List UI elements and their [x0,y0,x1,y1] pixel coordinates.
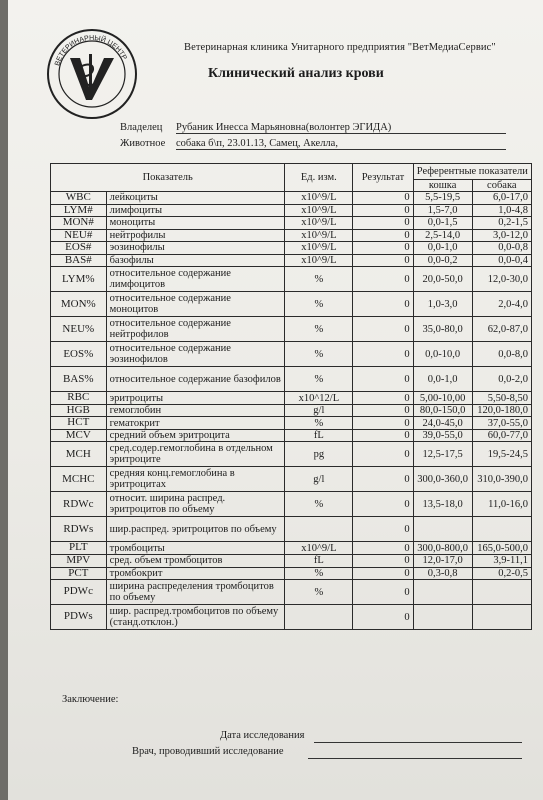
row-unit: x10^9/L [285,229,353,242]
row-ref-cat: 0,0-1,0 [413,367,472,392]
row-name: эозинофилы [106,242,285,255]
row-code: MPV [51,555,107,568]
row-ref-dog: 310,0-390,0 [472,467,531,492]
row-ref-cat: 1,5-7,0 [413,204,472,217]
row-code: PDWs [51,605,107,630]
row-result: 0 [353,204,413,217]
row-name: относит. ширина распред. эритроцитов по объему [106,492,285,517]
row-result: 0 [353,542,413,555]
row-ref-dog: 3,0-12,0 [472,229,531,242]
row-unit: % [285,317,353,342]
row-ref-dog: 60,0-77,0 [472,429,531,442]
row-result: 0 [353,442,413,467]
table-row [51,267,532,292]
row-result: 0 [353,555,413,568]
row-name: тромбоциты [106,542,285,555]
row-ref-cat [413,580,472,605]
row-code: LYM% [51,267,107,292]
row-ref-dog: 0,0-8,0 [472,342,531,367]
row-result: 0 [353,342,413,367]
indicator-header: Показатель [51,164,285,192]
row-name: гематокрит [106,417,285,430]
row-ref-cat: 1,0-3,0 [413,292,472,317]
row-unit: % [285,342,353,367]
row-unit: % [285,267,353,292]
table-row [51,204,532,217]
row-ref-dog: 1,0-4,8 [472,204,531,217]
row-code: PDWc [51,580,107,605]
row-result: 0 [353,242,413,255]
table-row [51,442,532,467]
table-row [51,555,532,568]
row-ref-cat: 39,0-55,0 [413,429,472,442]
row-ref-cat: 12,5-17,5 [413,442,472,467]
row-ref-cat [413,517,472,542]
row-ref-dog [472,517,531,542]
table-row [51,404,532,417]
row-code: MCHC [51,467,107,492]
row-name: ширина распределения тромбоцитов по объему [106,580,285,605]
row-ref-cat: 300,0-360,0 [413,467,472,492]
row-unit: fL [285,555,353,568]
row-name: средняя конц.гемоглобина в эритроцитах [106,467,285,492]
row-code: MON# [51,217,107,230]
table-row [51,342,532,367]
row-result: 0 [353,605,413,630]
row-result: 0 [353,404,413,417]
row-unit: x10^9/L [285,204,353,217]
row-ref-dog: 0,0-0,4 [472,254,531,267]
row-result: 0 [353,417,413,430]
row-ref-dog: 19,5-24,5 [472,442,531,467]
row-result: 0 [353,492,413,517]
row-name: относительное содержание базофилов [106,367,285,392]
row-result: 0 [353,229,413,242]
table-row [51,192,532,205]
row-code: RDWc [51,492,107,517]
row-code: BAS% [51,367,107,392]
row-ref-cat: 13,5-18,0 [413,492,472,517]
row-name: сред. объем тромбоцитов [106,555,285,568]
row-ref-cat: 2,5-14,0 [413,229,472,242]
row-ref-cat: 0,0-1,0 [413,242,472,255]
row-code: BAS# [51,254,107,267]
row-name: шир. распред.тромбоцитов по объему (станд.отклон.) [106,605,285,630]
row-unit: x10^12/L [285,392,353,405]
row-ref-dog: 5,50-8,50 [472,392,531,405]
row-unit: x10^9/L [285,254,353,267]
row-ref-cat: 5,00-10,00 [413,392,472,405]
row-ref-dog: 0,2-1,5 [472,217,531,230]
row-result: 0 [353,580,413,605]
row-unit [285,605,353,630]
row-unit: % [285,292,353,317]
row-ref-cat: 24,0-45,0 [413,417,472,430]
row-unit: x10^9/L [285,217,353,230]
row-code: MON% [51,292,107,317]
row-result: 0 [353,429,413,442]
row-code: LYM# [51,204,107,217]
animal-label: Животное [120,138,166,149]
table-row [51,367,532,392]
row-ref-cat: 0,0-0,2 [413,254,472,267]
row-ref-dog: 11,0-16,0 [472,492,531,517]
row-name: гемоглобин [106,404,285,417]
table-row [51,417,532,430]
table-row [51,242,532,255]
row-result: 0 [353,567,413,580]
row-ref-dog [472,605,531,630]
row-ref-dog: 0,2-0,5 [472,567,531,580]
table-row [51,392,532,405]
row-unit: % [285,417,353,430]
row-unit: % [285,567,353,580]
row-name: шир.распред. эритроцитов по объему [106,517,285,542]
row-ref-cat [413,605,472,630]
row-name: моноциты [106,217,285,230]
row-unit: x10^9/L [285,542,353,555]
row-ref-cat: 80,0-150,0 [413,404,472,417]
reference-header: Референтные показатели [413,164,531,180]
row-unit: pg [285,442,353,467]
row-code: MCV [51,429,107,442]
table-row [51,317,532,342]
row-result: 0 [353,367,413,392]
row-name: средний объем эритроцита [106,429,285,442]
row-ref-cat: 5,5-19,5 [413,192,472,205]
report-title: Клинический анализ крови [208,66,384,81]
row-code: HGB [51,404,107,417]
date-line [314,742,522,743]
table-row [51,580,532,605]
row-result: 0 [353,254,413,267]
row-unit [285,517,353,542]
row-name: эритроциты [106,392,285,405]
owner-label: Владелец [120,122,163,133]
row-ref-dog: 62,0-87,0 [472,317,531,342]
row-name: лимфоциты [106,204,285,217]
date-label: Дата исследования [220,730,305,741]
row-ref-cat: 20,0-50,0 [413,267,472,292]
doctor-label: Врач, проводивший исследование [132,746,284,757]
row-name: относительное содержание моноцитов [106,292,285,317]
row-code: EOS% [51,342,107,367]
row-code: PLT [51,542,107,555]
row-ref-cat: 0,0-1,5 [413,217,472,230]
row-name: относительное содержание нейтрофилов [106,317,285,342]
row-ref-dog [472,580,531,605]
row-ref-dog: 0,0-2,0 [472,367,531,392]
row-code: HCT [51,417,107,430]
result-header: Результат [353,164,413,192]
row-result: 0 [353,392,413,405]
row-name: относительное содержание эозинофилов [106,342,285,367]
table-row [51,292,532,317]
doctor-signature-line [308,758,522,759]
row-ref-cat: 300,0-800,0 [413,542,472,555]
table-row [51,217,532,230]
dog-header: собака [472,180,531,192]
row-unit: g/l [285,404,353,417]
row-ref-cat: 0,0-10,0 [413,342,472,367]
row-ref-cat: 0,3-0,8 [413,567,472,580]
blood-test-table [50,163,532,630]
row-code: NEU% [51,317,107,342]
row-unit: g/l [285,467,353,492]
row-name: нейтрофилы [106,229,285,242]
row-result: 0 [353,217,413,230]
conclusion-label: Заключение: [62,694,119,705]
row-ref-cat: 12,0-17,0 [413,555,472,568]
owner-value: Рубаник Инесса Марьяновна(волонтер ЭГИДА) [176,122,506,134]
row-ref-dog: 3,9-11,1 [472,555,531,568]
row-code: RBC [51,392,107,405]
row-ref-dog: 0,0-0,8 [472,242,531,255]
cat-header: кошка [413,180,472,192]
row-code: WBC [51,192,107,205]
row-result: 0 [353,517,413,542]
row-unit: % [285,367,353,392]
row-ref-dog: 37,0-55,0 [472,417,531,430]
row-result: 0 [353,317,413,342]
table-row [51,254,532,267]
row-code: PCT [51,567,107,580]
logo-text: ВЕТЕРИНАРНЫЙ ЦЕНТР [54,34,128,67]
table-row [51,492,532,517]
clinic-logo [46,28,138,120]
row-name: тромбокрит [106,567,285,580]
row-result: 0 [353,292,413,317]
table-row [51,229,532,242]
table-row [51,567,532,580]
row-ref-dog: 12,0-30,0 [472,267,531,292]
row-result: 0 [353,192,413,205]
table-body [51,192,532,630]
table-row [51,542,532,555]
table-row [51,517,532,542]
row-ref-dog: 120,0-180,0 [472,404,531,417]
row-ref-dog: 6,0-17,0 [472,192,531,205]
row-result: 0 [353,467,413,492]
animal-value: собака б\п, 23.01.13, Самец, Акелла, [176,138,506,150]
row-name: базофилы [106,254,285,267]
row-ref-dog: 2,0-4,0 [472,292,531,317]
row-name: лейкоциты [106,192,285,205]
row-name: сред.содер.гемоглобина в отдельном эритроците [106,442,285,467]
row-unit: % [285,492,353,517]
row-code: EOS# [51,242,107,255]
table-row [51,605,532,630]
unit-header: Ед. изм. [285,164,353,192]
row-code: NEU# [51,229,107,242]
clinic-name: Ветеринарная клиника Унитарного предприятия "ВетМедиаСервис" [184,42,496,53]
row-unit: x10^9/L [285,192,353,205]
row-unit: fL [285,429,353,442]
row-code: RDWs [51,517,107,542]
row-result: 0 [353,267,413,292]
table-row [51,467,532,492]
row-name: относительное содержание лимфоцитов [106,267,285,292]
row-unit: x10^9/L [285,242,353,255]
lab-report-sheet [8,0,543,800]
row-ref-cat: 35,0-80,0 [413,317,472,342]
row-code: MCH [51,442,107,467]
row-ref-dog: 165,0-500,0 [472,542,531,555]
table-row [51,429,532,442]
row-unit: % [285,580,353,605]
